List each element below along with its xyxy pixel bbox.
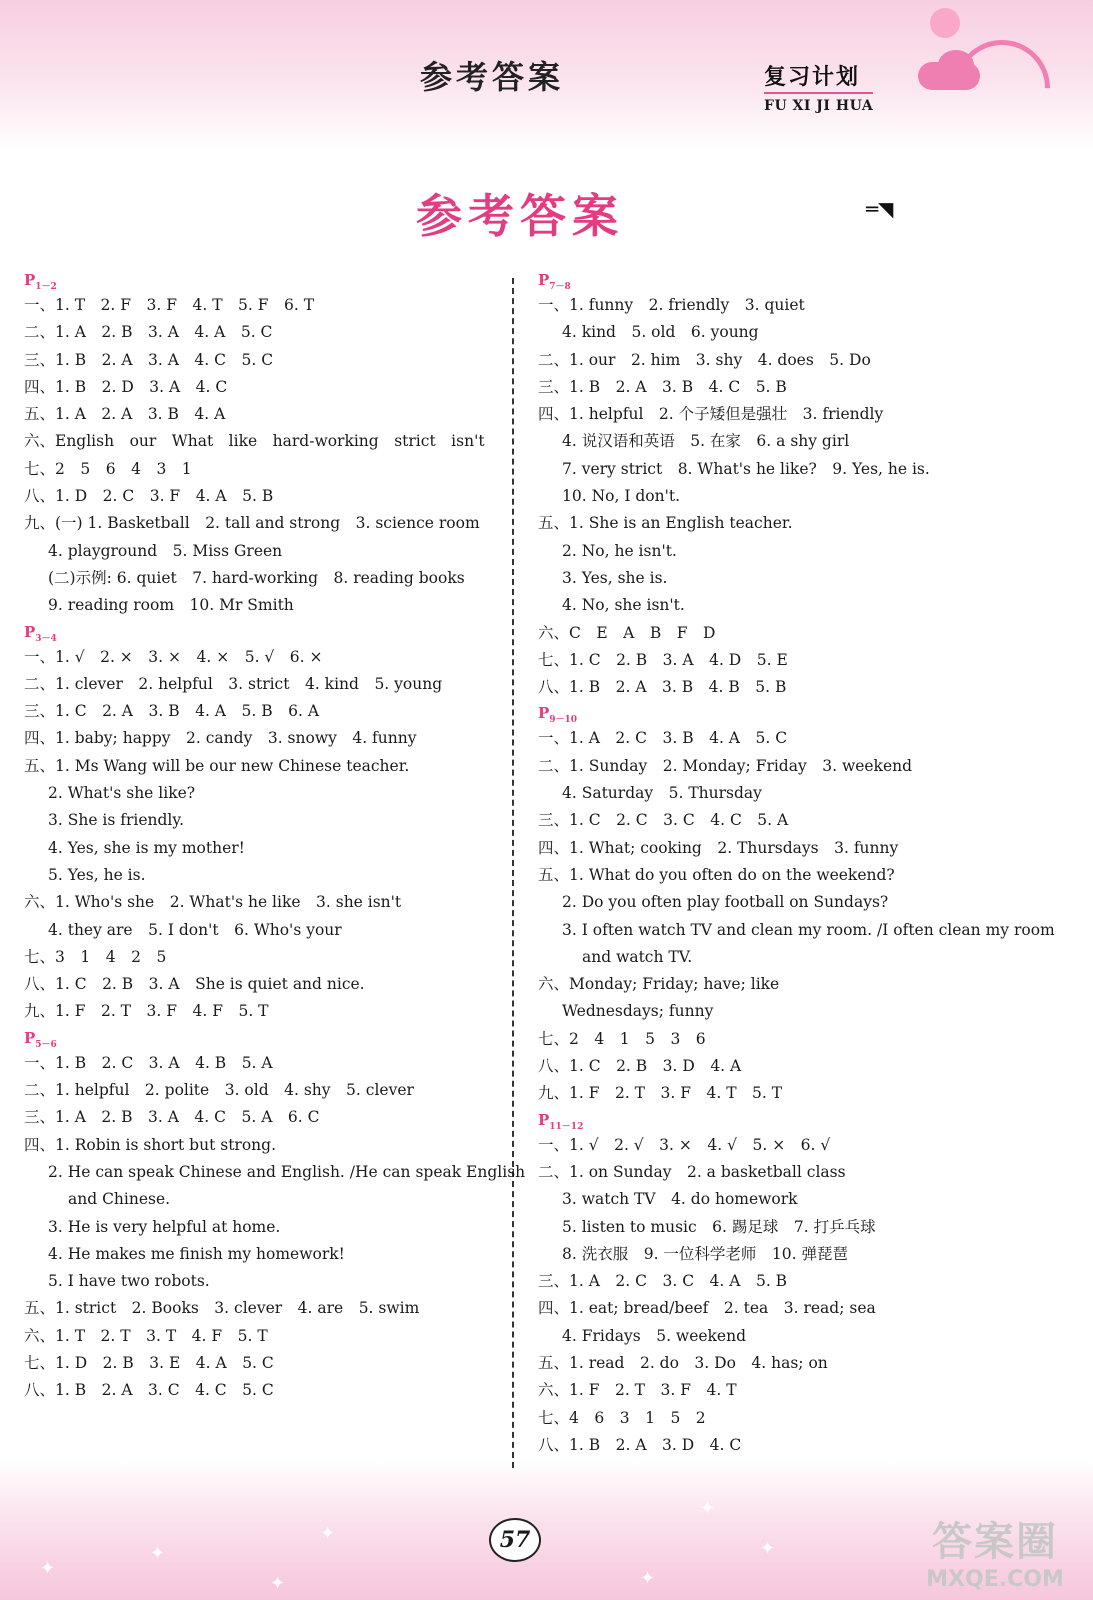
answer-line: 7. very strict 8. What's he like? 9. Yes, he is. <box>562 459 930 478</box>
answer-line: 三、1. A 2. C 3. C 4. A 5. B <box>538 1272 788 1291</box>
answer-line: 二、1. on Sunday 2. a basketball class <box>538 1162 846 1181</box>
answer-line: 九、(一) 1. Basketball 2. tall and strong 3. science room <box>24 514 480 533</box>
corner-mark-icon: ═◥ <box>866 197 894 221</box>
star-decoration: ✦ <box>150 1543 166 1564</box>
answer-line: 八、1. B 2. A 3. C 4. C 5. C <box>24 1381 274 1400</box>
answer-line: 8. 洗衣服 9. 一位科学老师 10. 弹琵琶 <box>562 1244 849 1263</box>
section-letter: P <box>24 1028 36 1047</box>
answer-line: 六、Monday; Friday; have; like <box>538 975 780 994</box>
answer-line: 二、1. A 2. B 3. A 4. A 5. C <box>24 323 273 342</box>
answer-line: 六、English our What like hard-working strict isn't <box>24 432 485 451</box>
answer-line: 一、1. √ 2. √ 3. × 4. √ 5. × 6. √ <box>538 1135 831 1154</box>
answer-line: 2. Do you often play football on Sundays? <box>562 893 889 912</box>
answer-line: 四、1. eat; bread/beef 2. tea 3. read; sea <box>538 1299 876 1318</box>
page-title: 参考答案 <box>416 189 624 243</box>
answer-line: 六、1. Who's she 2. What's he like 3. she isn't <box>24 893 402 912</box>
answer-line: 3. Yes, she is. <box>562 568 668 587</box>
star-decoration: ✦ <box>320 1523 336 1544</box>
answer-line: 4. Saturday 5. Thursday <box>562 784 762 803</box>
section-letter: P <box>538 704 550 723</box>
section-page-label <box>538 701 1058 725</box>
answer-line: 4. Fridays 5. weekend <box>562 1326 747 1345</box>
answer-line: 3. She is friendly. <box>48 811 185 830</box>
answer-line: 八、1. D 2. C 3. F 4. A 5. B <box>24 487 274 506</box>
answer-line: 二、1. clever 2. helpful 3. strict 4. kind 5. young <box>24 674 443 693</box>
answer-line: 4. 说汉语和英语 5. 在家 6. a shy girl <box>562 432 850 451</box>
section-page-range: 5－6 <box>35 1039 57 1050</box>
answer-line: 9. reading room 10. Mr Smith <box>48 596 294 615</box>
answer-line: 一、1. T 2. F 3. F 4. T 5. F 6. T <box>24 296 315 314</box>
answer-line: 七、3 1 4 2 5 <box>24 947 167 966</box>
answer-line: and Chinese. <box>68 1190 171 1209</box>
answer-line: 九、1. F 2. T 3. F 4. F 5. T <box>24 1002 269 1021</box>
answer-line: 五、1. strict 2. Books 3. clever 4. are 5. swim <box>24 1299 420 1318</box>
section-letter: P <box>24 622 36 641</box>
answer-line: 四、1. What; cooking 2. Thursdays 3. funny <box>538 838 899 857</box>
answer-line: 三、1. B 2. A 3. B 4. C 5. B <box>538 377 787 396</box>
answer-line: 三、1. C 2. C 3. C 4. C 5. A <box>538 811 789 830</box>
answer-line: 五、1. What do you often do on the weekend? <box>538 865 895 884</box>
answer-line: 七、1. C 2. B 3. A 4. D 5. E <box>538 650 788 669</box>
brand-name-en: FU XI JI HUA <box>764 98 874 114</box>
brand-logo <box>764 60 873 114</box>
brand-name-cn: 复习计划 <box>764 60 873 94</box>
section-page-label <box>538 1108 1058 1132</box>
answer-line: 5. I have two robots. <box>48 1272 210 1291</box>
answer-line: 五、1. She is an English teacher. <box>538 514 793 533</box>
answer-line: 3. watch TV 4. do homework <box>562 1190 798 1209</box>
answer-line: 4. kind 5. old 6. young <box>562 323 759 342</box>
answer-line: 八、1. C 2. B 3. D 4. A <box>538 1057 742 1076</box>
answer-line: 5. Yes, he is. <box>48 865 146 884</box>
section-letter: P <box>538 271 550 289</box>
cloud-icon <box>918 62 980 90</box>
answer-line: 五、1. read 2. do 3. Do 4. has; on <box>538 1353 828 1372</box>
section-letter: P <box>24 271 36 289</box>
page-number: 57 <box>489 1518 541 1562</box>
watermark-cn: 答案圈 <box>932 1518 1058 1565</box>
watermark-en: MXQE.COM <box>926 1567 1064 1592</box>
answer-line: 2. What's she like? <box>48 784 196 803</box>
answer-line: 4. they are 5. I don't 6. Who's your <box>48 920 342 939</box>
answer-line: 二、1. our 2. him 3. shy 4. does 5. Do <box>538 350 871 369</box>
answer-line: 六、C E A B F D <box>538 623 716 642</box>
sun-icon <box>930 8 960 38</box>
answer-line: 一、1. √ 2. × 3. × 4. × 5. √ 6. × <box>24 647 323 666</box>
answer-line: 六、1. T 2. T 3. T 4. F 5. T <box>24 1326 268 1345</box>
answer-line: 4. Yes, she is my mother! <box>48 838 245 857</box>
answer-line: 八、1. B 2. A 3. B 4. B 5. B <box>538 678 787 697</box>
answer-line: 五、1. Ms Wang will be our new Chinese teacher. <box>24 756 410 775</box>
answer-line: 四、1. B 2. D 3. A 4. C <box>24 377 228 396</box>
right-answer-column <box>538 268 1058 1459</box>
answer-line: 七、4 6 3 1 5 2 <box>538 1408 706 1427</box>
answer-line: 二、1. Sunday 2. Monday; Friday 3. weekend <box>538 756 913 775</box>
answer-line: 一、1. B 2. C 3. A 4. B 5. A <box>24 1053 273 1072</box>
watermark-logo <box>910 1510 1080 1592</box>
star-decoration: ✦ <box>700 1498 716 1519</box>
answer-line: 五、1. A 2. A 3. B 4. A <box>24 405 226 424</box>
answer-line: and watch TV. <box>582 947 693 966</box>
answer-line: 七、2 4 1 5 3 6 <box>538 1029 706 1048</box>
answer-line: 4. No, she isn't. <box>562 596 685 615</box>
section-page-range: 3－4 <box>35 633 57 644</box>
star-decoration: ✦ <box>270 1573 286 1594</box>
answer-line: 七、1. D 2. B 3. E 4. A 5. C <box>24 1353 274 1372</box>
answer-line: (二)示例: 6. quiet 7. hard-working 8. reading books <box>48 568 465 587</box>
answer-line: 2. He can speak Chinese and English. /He can speak English <box>48 1162 526 1181</box>
answer-line: 八、1. B 2. A 3. D 4. C <box>538 1435 742 1454</box>
section-page-label <box>24 1026 504 1050</box>
answer-line: 4. playground 5. Miss Green <box>48 541 283 560</box>
answer-line: 10. No, I don't. <box>562 487 681 506</box>
section-page-range: 9－10 <box>549 715 578 726</box>
left-answer-column <box>24 268 526 1405</box>
answer-line: 4. He makes me finish my homework! <box>48 1244 345 1263</box>
answer-line: 四、1. Robin is short but strong. <box>24 1135 276 1154</box>
star-decoration: ✦ <box>40 1558 56 1579</box>
answer-line: 七、2 5 6 4 3 1 <box>24 459 192 478</box>
section-page-range: 1－2 <box>35 282 57 292</box>
answer-line: 六、1. F 2. T 3. F 4. T <box>538 1381 737 1400</box>
column-divider <box>512 278 514 1468</box>
answer-line: 5. listen to music 6. 踢足球 7. 打乒乓球 <box>562 1217 876 1236</box>
answer-line: 四、1. baby; happy 2. candy 3. snowy 4. funny <box>24 729 417 748</box>
answer-line: 三、1. A 2. B 3. A 4. C 5. A 6. C <box>24 1108 320 1127</box>
section-page-label <box>24 268 504 292</box>
answer-line: Wednesdays; funny <box>562 1002 714 1021</box>
answer-line: 三、1. C 2. A 3. B 4. A 5. B 6. A <box>24 702 320 721</box>
section-page-label <box>24 620 504 644</box>
section-letter: P <box>538 1110 550 1129</box>
answer-line: 3. I often watch TV and clean my room. /I often clean my room <box>562 920 1055 939</box>
answer-line: 3. He is very helpful at home. <box>48 1217 281 1236</box>
section-page-range: 7－8 <box>549 282 571 292</box>
answer-line: 2. No, he isn't. <box>562 541 677 560</box>
answer-line: 三、1. B 2. A 3. A 4. C 5. C <box>24 350 274 369</box>
section-page-label <box>538 268 1058 292</box>
answer-line: 一、1. A 2. C 3. B 4. A 5. C <box>538 729 788 748</box>
star-decoration: ✦ <box>640 1568 656 1589</box>
answer-line: 一、1. funny 2. friendly 3. quiet <box>538 296 805 314</box>
answer-line: 八、1. C 2. B 3. A She is quiet and nice. <box>24 975 365 994</box>
header-title: 参考答案 <box>420 58 565 96</box>
star-decoration: ✦ <box>760 1538 776 1559</box>
answer-line: 二、1. helpful 2. polite 3. old 4. shy 5. clever <box>24 1081 414 1100</box>
answer-line: 四、1. helpful 2. 个子矮但是强壮 3. friendly <box>538 405 884 424</box>
answer-line: 九、1. F 2. T 3. F 4. T 5. T <box>538 1084 783 1103</box>
section-page-range: 11－12 <box>549 1121 584 1132</box>
